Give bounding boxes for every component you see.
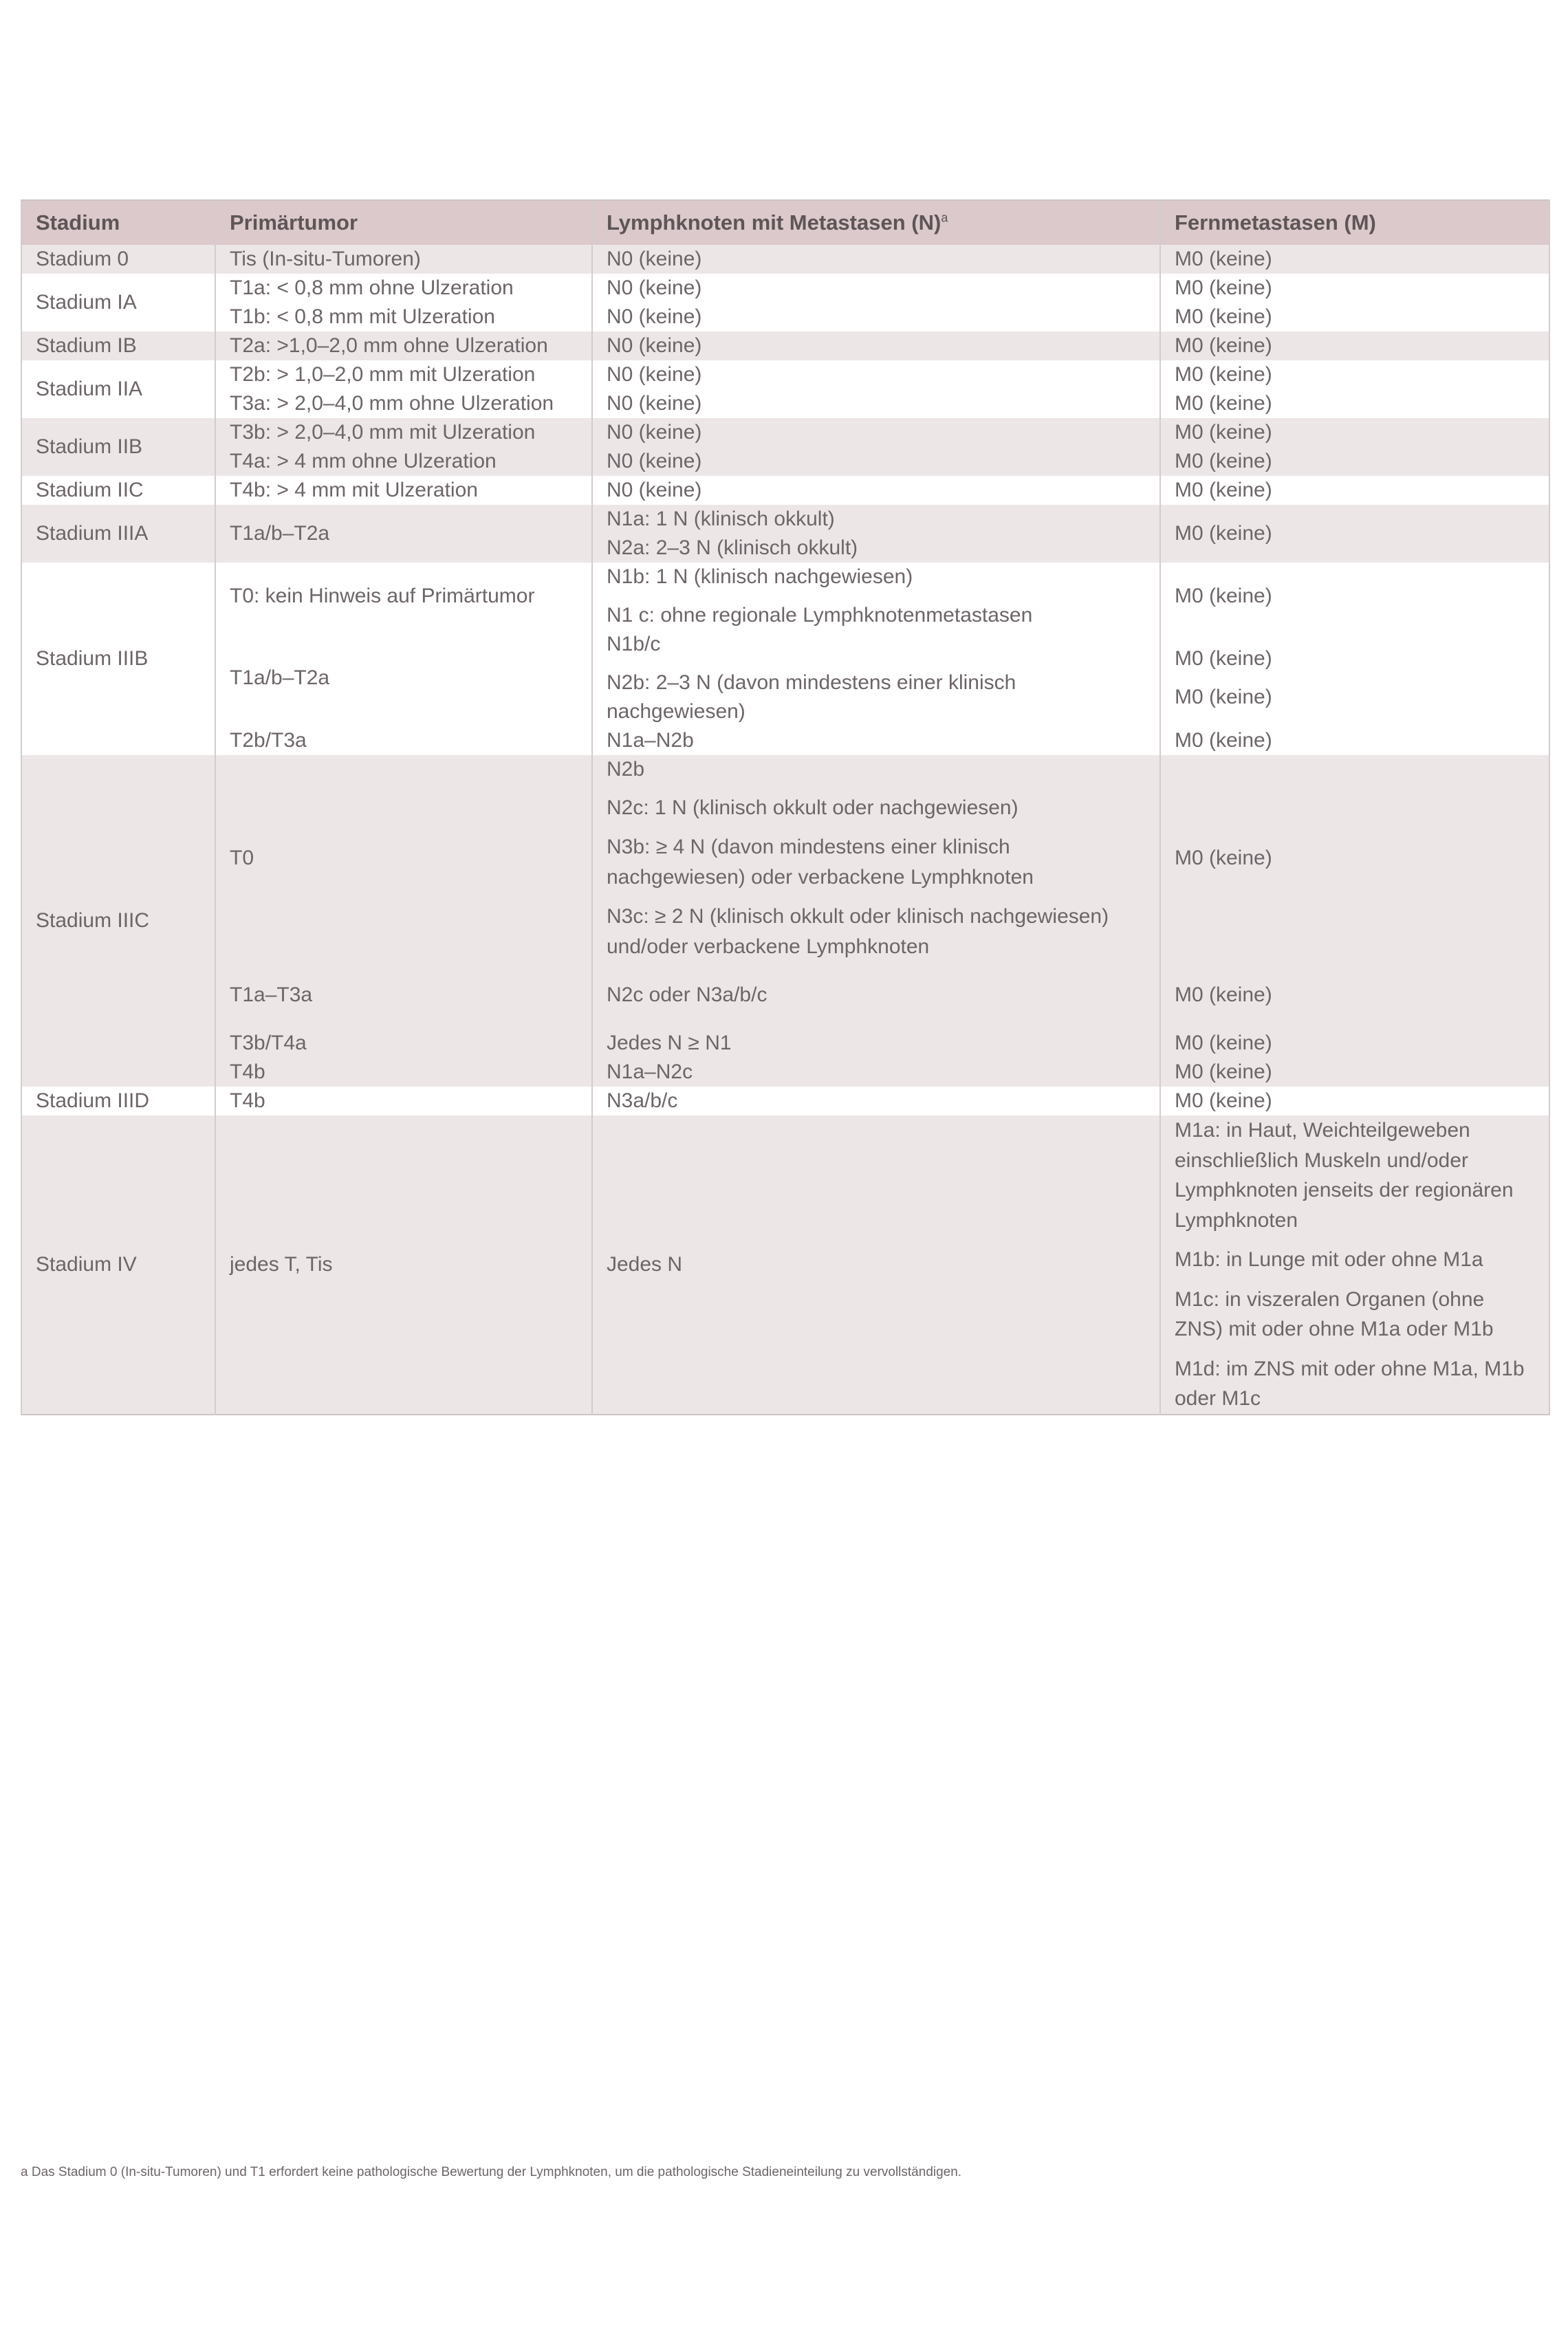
lymph-node-cell: N0 (keine): [592, 303, 1160, 331]
table-row: [21, 274, 1549, 303]
stage-cell: Stadium IIIA: [21, 505, 215, 563]
column-header-distant-metastases: [1160, 200, 1549, 245]
metastasis-cell: M0 (keine): [1160, 1087, 1549, 1115]
table-row: [21, 303, 1549, 331]
table-row: [21, 1058, 1549, 1087]
primary-tumor-cell: T1b: < 0,8 mm mit Ulzeration: [215, 303, 592, 331]
lymph-node-cell: N1a: 1 N (klinisch okkult): [592, 505, 1160, 534]
metastasis-cell: M0 (keine): [1160, 1029, 1549, 1058]
lymph-node-cell: Jedes N: [592, 1115, 1160, 1415]
lymph-node-cell: N0 (keine): [592, 447, 1160, 476]
lymph-node-entry: N2c: 1 N (klinisch okkult oder nachgewiesen): [607, 796, 1019, 819]
column-header-primary-tumor: [215, 200, 592, 245]
lymph-node-cell: [592, 563, 1160, 630]
lymph-node-entry: N2b: 2–3 N (davon mindestens einer klinisch nachgewiesen): [607, 671, 1016, 723]
lymph-node-cell: N2c oder N3a/b/c: [592, 961, 1160, 1029]
primary-tumor-cell: T3a: > 2,0–4,0 mm ohne Ulzeration: [215, 389, 592, 418]
primary-tumor-cell: T4a: > 4 mm ohne Ulzeration: [215, 447, 592, 476]
header-primary-tumor-label: Primärtumor: [230, 210, 358, 235]
table-row: [21, 418, 1549, 447]
metastasis-cell: [1160, 630, 1549, 726]
table-row: [21, 1029, 1549, 1058]
header-stage-label: Stadium: [36, 210, 120, 235]
footnote-marker: a: [941, 210, 948, 225]
metastasis-cell: M0 (keine): [1160, 726, 1549, 755]
lymph-node-cell: N3a/b/c: [592, 1087, 1160, 1115]
stage-group-iiic: [21, 755, 1549, 1087]
metastasis-entry: M0 (keine): [1175, 647, 1272, 670]
lymph-node-cell: N0 (keine): [592, 389, 1160, 418]
lymph-node-entry: N1 c: ohne regionale Lymphknotenmetastasen: [607, 604, 1033, 627]
table-row: [21, 476, 1549, 505]
table-row: [21, 447, 1549, 476]
stage-cell: Stadium IIB: [21, 418, 215, 476]
lymph-node-cell: Jedes N ≥ N1: [592, 1029, 1160, 1058]
metastasis-cell: M0 (keine): [1160, 476, 1549, 505]
metastasis-cell: M0 (keine): [1160, 505, 1549, 563]
primary-tumor-cell: jedes T, Tis: [215, 1115, 592, 1415]
metastasis-entry: M1b: in Lunge mit oder ohne M1a: [1175, 1248, 1483, 1271]
lymph-node-cell: N0 (keine): [592, 476, 1160, 505]
table-row: [21, 1115, 1549, 1415]
table-row: [21, 360, 1549, 389]
lymph-node-cell: [592, 755, 1160, 961]
primary-tumor-cell: T0: kein Hinweis auf Primärtumor: [215, 563, 592, 630]
primary-tumor-cell: T2b/T3a: [215, 726, 592, 755]
metastasis-entry: M1c: in viszeralen Organen (ohne ZNS) mit oder ohne M1a oder M1b: [1175, 1287, 1494, 1340]
metastasis-cell: M0 (keine): [1160, 245, 1549, 274]
table-row: [21, 389, 1549, 418]
table-row: [21, 331, 1549, 360]
table-footnote: a Das Stadium 0 (In-situ-Tumoren) und T1 erfordert keine pathologische Bewertung der Lymphknoten, um die pathologische Stadieneinteilung zu vervollständigen.: [21, 2165, 962, 2179]
stage-cell: Stadium IIIC: [21, 755, 215, 1087]
stage-group-0: [21, 245, 1549, 274]
table-row: [21, 1087, 1549, 1115]
stage-group-ia: [21, 274, 1549, 331]
primary-tumor-cell: T0: [215, 755, 592, 961]
stage-cell: Stadium IIC: [21, 476, 215, 505]
stage-cell: Stadium IIA: [21, 360, 215, 418]
metastasis-cell: M0 (keine): [1160, 303, 1549, 331]
metastasis-cell: M0 (keine): [1160, 755, 1549, 961]
lymph-node-cell: N0 (keine): [592, 274, 1160, 303]
lymph-node-entry: N3c: ≥ 2 N (klinisch okkult oder klinisch nachgewiesen) und/oder verbackene Lymphknoten: [607, 905, 1109, 958]
primary-tumor-cell: Tis (In-situ-Tumoren): [215, 245, 592, 274]
metastasis-cell: M0 (keine): [1160, 447, 1549, 476]
column-header-lymph-nodes: [592, 200, 1160, 245]
lymph-node-cell: N0 (keine): [592, 331, 1160, 360]
table-row: [21, 630, 1549, 726]
metastasis-cell: M0 (keine): [1160, 389, 1549, 418]
table-row: [21, 245, 1549, 274]
lymph-node-cell: [592, 630, 1160, 726]
table-row: [21, 961, 1549, 1029]
stage-group-ib: [21, 331, 1549, 360]
lymph-node-cell: N1a–N2c: [592, 1058, 1160, 1087]
lymph-node-entry: N3b: ≥ 4 N (davon mindestens einer klinisch nachgewiesen) oder verbackene Lymphknoten: [607, 836, 1034, 889]
table-header-row: [21, 200, 1549, 245]
stage-cell: Stadium IIIB: [21, 563, 215, 755]
primary-tumor-cell: T1a–T3a: [215, 961, 592, 1029]
primary-tumor-cell: T2a: >1,0–2,0 mm ohne Ulzeration: [215, 331, 592, 360]
metastasis-cell: M0 (keine): [1160, 961, 1549, 1029]
header-distant-metastases-label: Fernmetastasen (M): [1175, 210, 1376, 235]
metastasis-cell: M0 (keine): [1160, 418, 1549, 447]
stage-cell: Stadium IIID: [21, 1087, 215, 1115]
metastasis-cell: M0 (keine): [1160, 360, 1549, 389]
column-header-stage: [21, 200, 215, 245]
metastasis-cell: M0 (keine): [1160, 274, 1549, 303]
lymph-node-cell: N0 (keine): [592, 360, 1160, 389]
primary-tumor-cell: T1a/b–T2a: [215, 630, 592, 726]
lymph-node-entry: N1b/c: [607, 633, 661, 655]
lymph-node-cell: N2a: 2–3 N (klinisch okkult): [592, 534, 1160, 563]
stage-group-iiib: [21, 563, 1549, 755]
header-lymph-nodes-label: Lymphknoten mit Metastasen (N): [607, 210, 941, 235]
primary-tumor-cell: T4b: [215, 1087, 592, 1115]
primary-tumor-cell: T4b: [215, 1058, 592, 1087]
primary-tumor-cell: T1a: < 0,8 mm ohne Ulzeration: [215, 274, 592, 303]
table-row: [21, 563, 1549, 630]
table-row: [21, 726, 1549, 755]
table-row: [21, 505, 1549, 534]
metastasis-entry: M1a: in Haut, Weichteilgeweben einschließlich Muskeln und/oder Lymphknoten jenseits der regionären Lymphknoten: [1175, 1119, 1514, 1232]
stage-group-iv: [21, 1115, 1549, 1415]
primary-tumor-cell: T1a/b–T2a: [215, 505, 592, 563]
lymph-node-cell: N0 (keine): [592, 418, 1160, 447]
stage-group-iiid: [21, 1087, 1549, 1115]
table-row: [21, 755, 1549, 961]
lymph-node-entry: N1b: 1 N (klinisch nachgewiesen): [607, 565, 913, 588]
melanoma-staging-table: [21, 199, 1550, 1415]
stage-cell: Stadium 0: [21, 245, 215, 274]
stage-group-iia: [21, 360, 1549, 418]
primary-tumor-cell: T4b: > 4 mm mit Ulzeration: [215, 476, 592, 505]
metastasis-entry: M1d: im ZNS mit oder ohne M1a, M1b oder M1c: [1175, 1357, 1525, 1410]
metastasis-cell: M0 (keine): [1160, 331, 1549, 360]
primary-tumor-cell: T3b/T4a: [215, 1029, 592, 1058]
lymph-node-cell: N0 (keine): [592, 245, 1160, 274]
stage-cell: Stadium IB: [21, 331, 215, 360]
stage-group-iiia: [21, 505, 1549, 563]
primary-tumor-cell: T2b: > 1,0–2,0 mm mit Ulzeration: [215, 360, 592, 389]
lymph-node-entry: N2b: [607, 758, 645, 781]
stage-cell: Stadium IA: [21, 274, 215, 331]
primary-tumor-cell: T3b: > 2,0–4,0 mm mit Ulzeration: [215, 418, 592, 447]
metastasis-cell: M0 (keine): [1160, 563, 1549, 630]
stage-group-iib: [21, 418, 1549, 476]
metastasis-cell: [1160, 1115, 1549, 1415]
stage-cell: Stadium IV: [21, 1115, 215, 1415]
metastasis-entry: M0 (keine): [1175, 686, 1272, 708]
metastasis-cell: M0 (keine): [1160, 1058, 1549, 1087]
stage-group-iic: [21, 476, 1549, 505]
lymph-node-cell: N1a–N2b: [592, 726, 1160, 755]
